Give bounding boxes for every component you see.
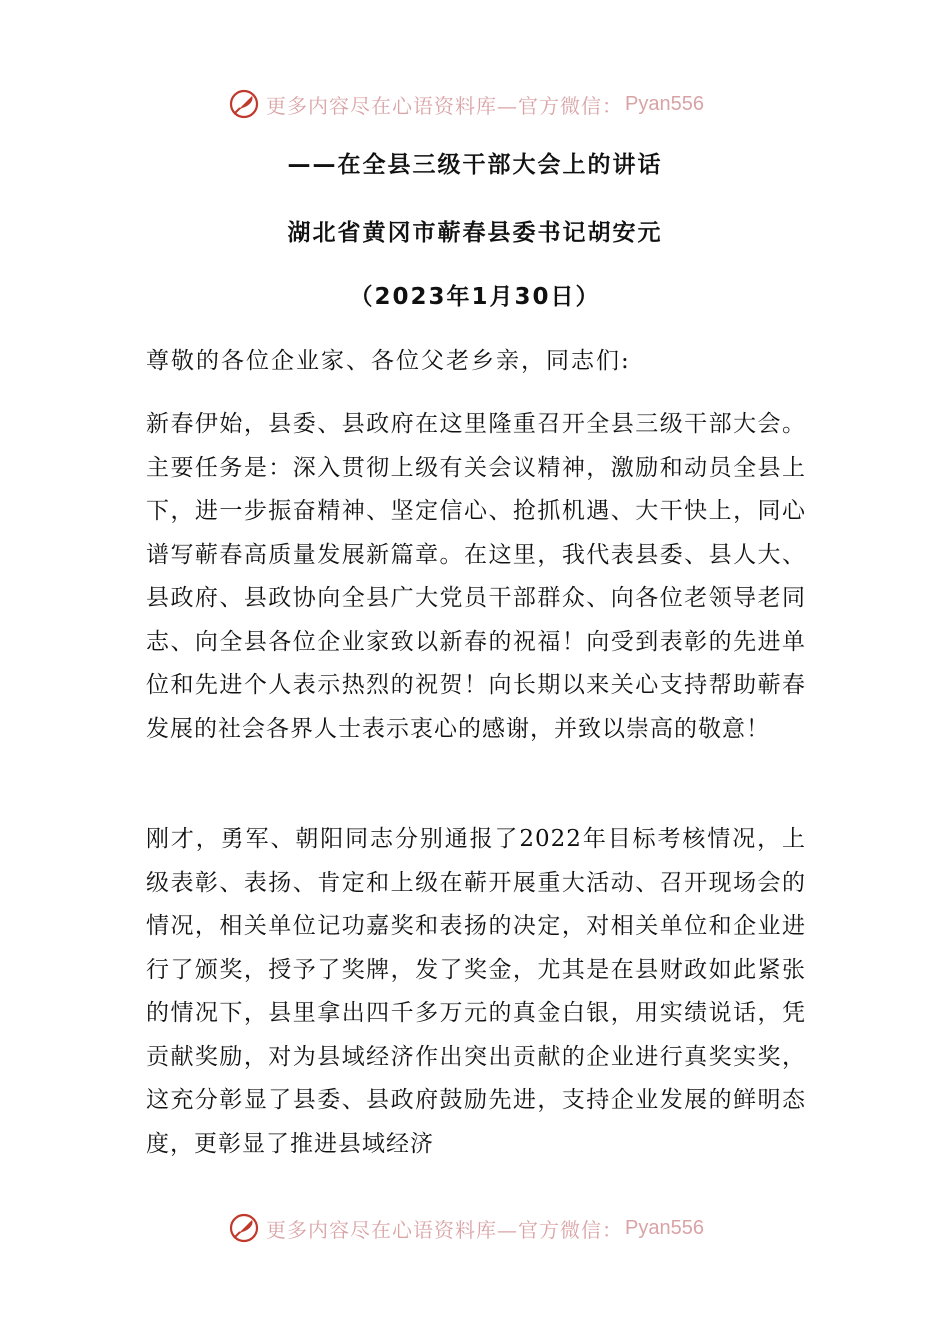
speech-date: （2023年1月30日）	[349, 284, 601, 310]
header-watermark	[228, 84, 704, 124]
salutation: 尊敬的各位企业家、各位父老乡亲，同志们:	[146, 348, 631, 374]
watermark-wechat-id: Pyan556	[625, 92, 704, 115]
speech-author: 湖北省黄冈市蕲春县委书记胡安元	[287, 220, 663, 246]
watermark-text: 更多内容尽在心语资料库—官方微信：	[266, 93, 623, 118]
quill-logo-icon	[228, 1212, 260, 1244]
speech-subtitle: ——在全县三级干部大会上的讲话	[287, 152, 663, 178]
paragraph-2: 刚才，勇军、朝阳同志分别通报了2022年目标考核情况，上级表彰、表扬、肯定和上级在蕲开展重大活动、召开现场会的情况，相关单位记功嘉奖和表扬的决定，对相关单位和企业进行了颁奖，授予了奖牌，发了奖金，尤其是在县财政如此紧张的情况下，县里拿出四千多万元的真金白银，用实绩说话，凭贡献奖励，对为县域经济作出突出贡献的企业进行真奖实奖，这充分彰显了县委、县政府鼓励先进，支持企业发展的鲜明态度，更彰显了推进县域经济	[146, 826, 806, 1157]
watermark-text: 更多内容尽在心语资料库—官方微信：	[266, 1217, 623, 1242]
quill-logo-icon	[228, 88, 260, 120]
watermark-wechat-id: Pyan556	[625, 1216, 704, 1239]
footer-watermark	[228, 1208, 704, 1248]
paragraph-1: 新春伊始，县委、县政府在这里隆重召开全县三级干部大会。主要任务是：深入贯彻上级有关会议精神，激励和动员全县上下，进一步振奋精神、坚定信心、抢抓机遇、大干快上，同心谱写蕲春高质量发展新篇章。在这里，我代表县委、县人大、县政府、县政协向全县广大党员干部群众、向各位老领导老同志、向全县各位企业家致以新春的祝福！向受到表彰的先进单位和先进个人表示热烈的祝贺！向长期以来关心支持帮助蕲春发展的社会各界人士表示衷心的感谢，并致以崇高的敬意！	[146, 411, 806, 742]
